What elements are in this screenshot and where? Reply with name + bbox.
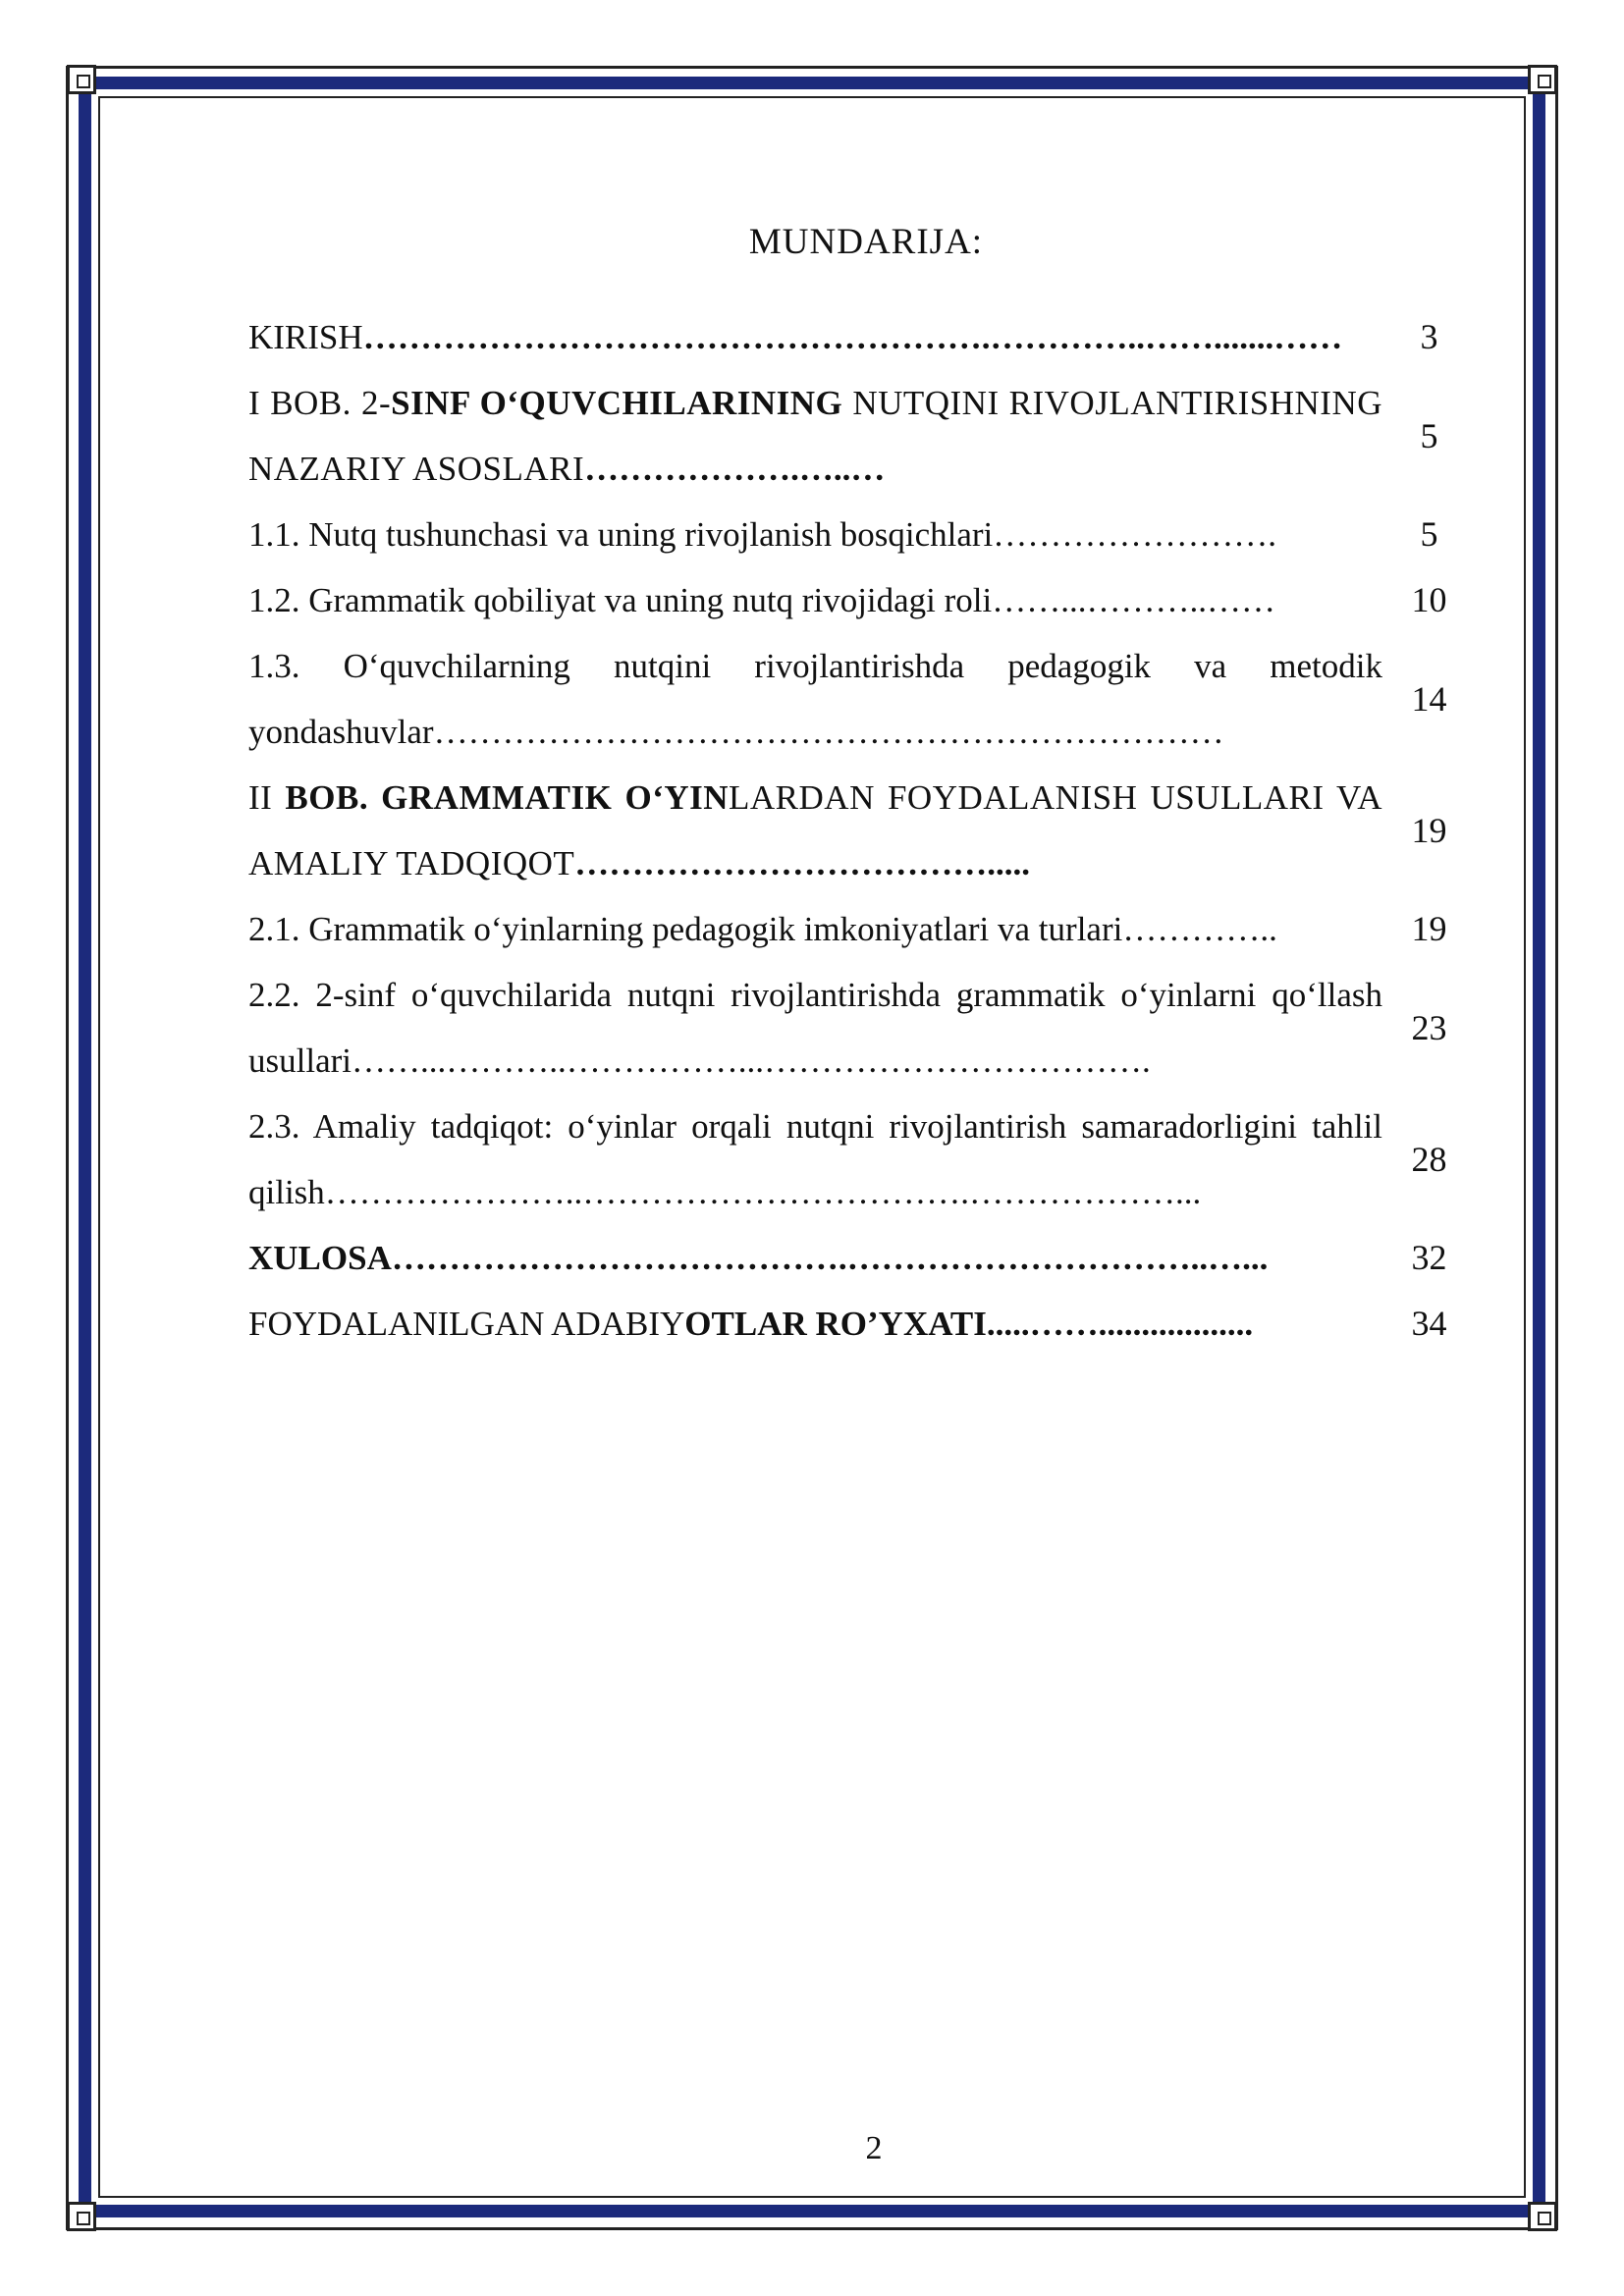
toc-entry-leader: ……………………………….....	[574, 844, 1031, 882]
toc-entry-text	[248, 304, 1382, 370]
toc-entry-label: LARDAN FOYDALANISH USULLARI VA AMALIY TADQIQOT	[248, 778, 1382, 882]
toc-entry-1-1[interactable]	[248, 502, 1476, 567]
toc-entry-text	[248, 370, 1382, 502]
toc-entry-page: 10	[1411, 580, 1447, 619]
toc-entry-1-2[interactable]	[248, 567, 1476, 633]
toc-entry-label: I BOB. 2-	[248, 384, 392, 422]
toc-entry-chapter-2[interactable]	[248, 765, 1476, 896]
toc-entry-page: 32	[1411, 1238, 1447, 1277]
corner-ornament-top-right	[1528, 65, 1557, 94]
toc-entry-label: KIRISH	[248, 318, 363, 356]
toc-entry-text: 1.1. Nutq tushunchasi va uning rivojlanish bosqichlari…………………….	[248, 515, 1276, 554]
toc-entry-text	[248, 765, 1382, 896]
toc-entry-label: FOYDALANILGAN ADABIY	[248, 1305, 685, 1343]
toc-entry-label: NUTQINI RIVOJLANTIRISHNING NAZARIY ASOSLARI	[248, 384, 1383, 488]
corner-ornament-bottom-left	[67, 2202, 96, 2231]
toc-entry-text: 2.1. Grammatik o‘yinlarning pedagogik imkoniyatlari va turlari…………..	[248, 910, 1277, 948]
toc-entry-leader: ……………………………………………….…………..…….......……	[362, 318, 1343, 356]
toc-entry-text: 1.2. Grammatik qobiliyat va uning nutq rivojidagi roli……...………..……	[248, 581, 1276, 619]
toc-entry-page: 5	[1420, 415, 1438, 455]
toc-entry-text: 2.3. Amaliy tadqiqot: o‘yinlar orqali nutqni rivojlantirish samaradorligini tahlil qilish…………………..…………………………….………………...	[248, 1107, 1382, 1211]
toc-entry-xulosa[interactable]	[248, 1225, 1476, 1291]
table-of-contents	[248, 304, 1476, 1357]
toc-entry-kirish[interactable]	[248, 304, 1476, 370]
toc-entry-leader: ……………….…..…	[584, 450, 886, 488]
corner-ornament-top-left	[67, 65, 96, 94]
toc-entry-page: 14	[1411, 678, 1447, 719]
toc-entry-references[interactable]	[248, 1291, 1476, 1357]
toc-entry-label-bold: OTLAR RO’YXATI.....……..................	[684, 1305, 1254, 1343]
toc-entry-page: 23	[1411, 1007, 1447, 1047]
toc-entry-label-bold: SINF O‘QUVCHILARINING	[391, 384, 843, 422]
toc-entry-label-bold: BOB. GRAMMATIK O‘YIN	[285, 778, 730, 817]
toc-entry-page: 19	[1411, 909, 1447, 948]
toc-entry-1-3[interactable]	[248, 633, 1476, 765]
toc-entry-chapter-1[interactable]	[248, 370, 1476, 502]
toc-entry-text: 2.2. 2-sinf o‘quvchilarida nutqni rivojlantirishda grammatik o‘yinlarni qo‘llash usullari……...………..……………...…………………………….	[248, 976, 1382, 1080]
toc-entry-text	[248, 1291, 1382, 1357]
toc-entry-2-2[interactable]	[248, 962, 1476, 1094]
corner-ornament-bottom-right	[1528, 2202, 1557, 2231]
page-number: 2	[865, 2130, 883, 2166]
toc-entry-2-3[interactable]	[248, 1094, 1476, 1225]
toc-entry-page: 19	[1411, 810, 1447, 850]
toc-entry-page: 28	[1411, 1139, 1447, 1179]
toc-entry-page: 34	[1411, 1304, 1447, 1343]
toc-entry-text: XULOSA………………………………….…………………………..…...	[248, 1239, 1269, 1277]
page-title: MUNDARIJA:	[748, 222, 984, 262]
toc-entry-text: 1.3. O‘quvchilarning nutqini rivojlantirishda pedagogik va metodik yondashuvlar……………………………………………………………	[248, 647, 1382, 751]
toc-entry-label: II	[248, 778, 286, 817]
toc-entry-page: 3	[1420, 317, 1438, 356]
toc-entry-page: 5	[1420, 514, 1438, 554]
toc-entry-2-1[interactable]	[248, 896, 1476, 962]
